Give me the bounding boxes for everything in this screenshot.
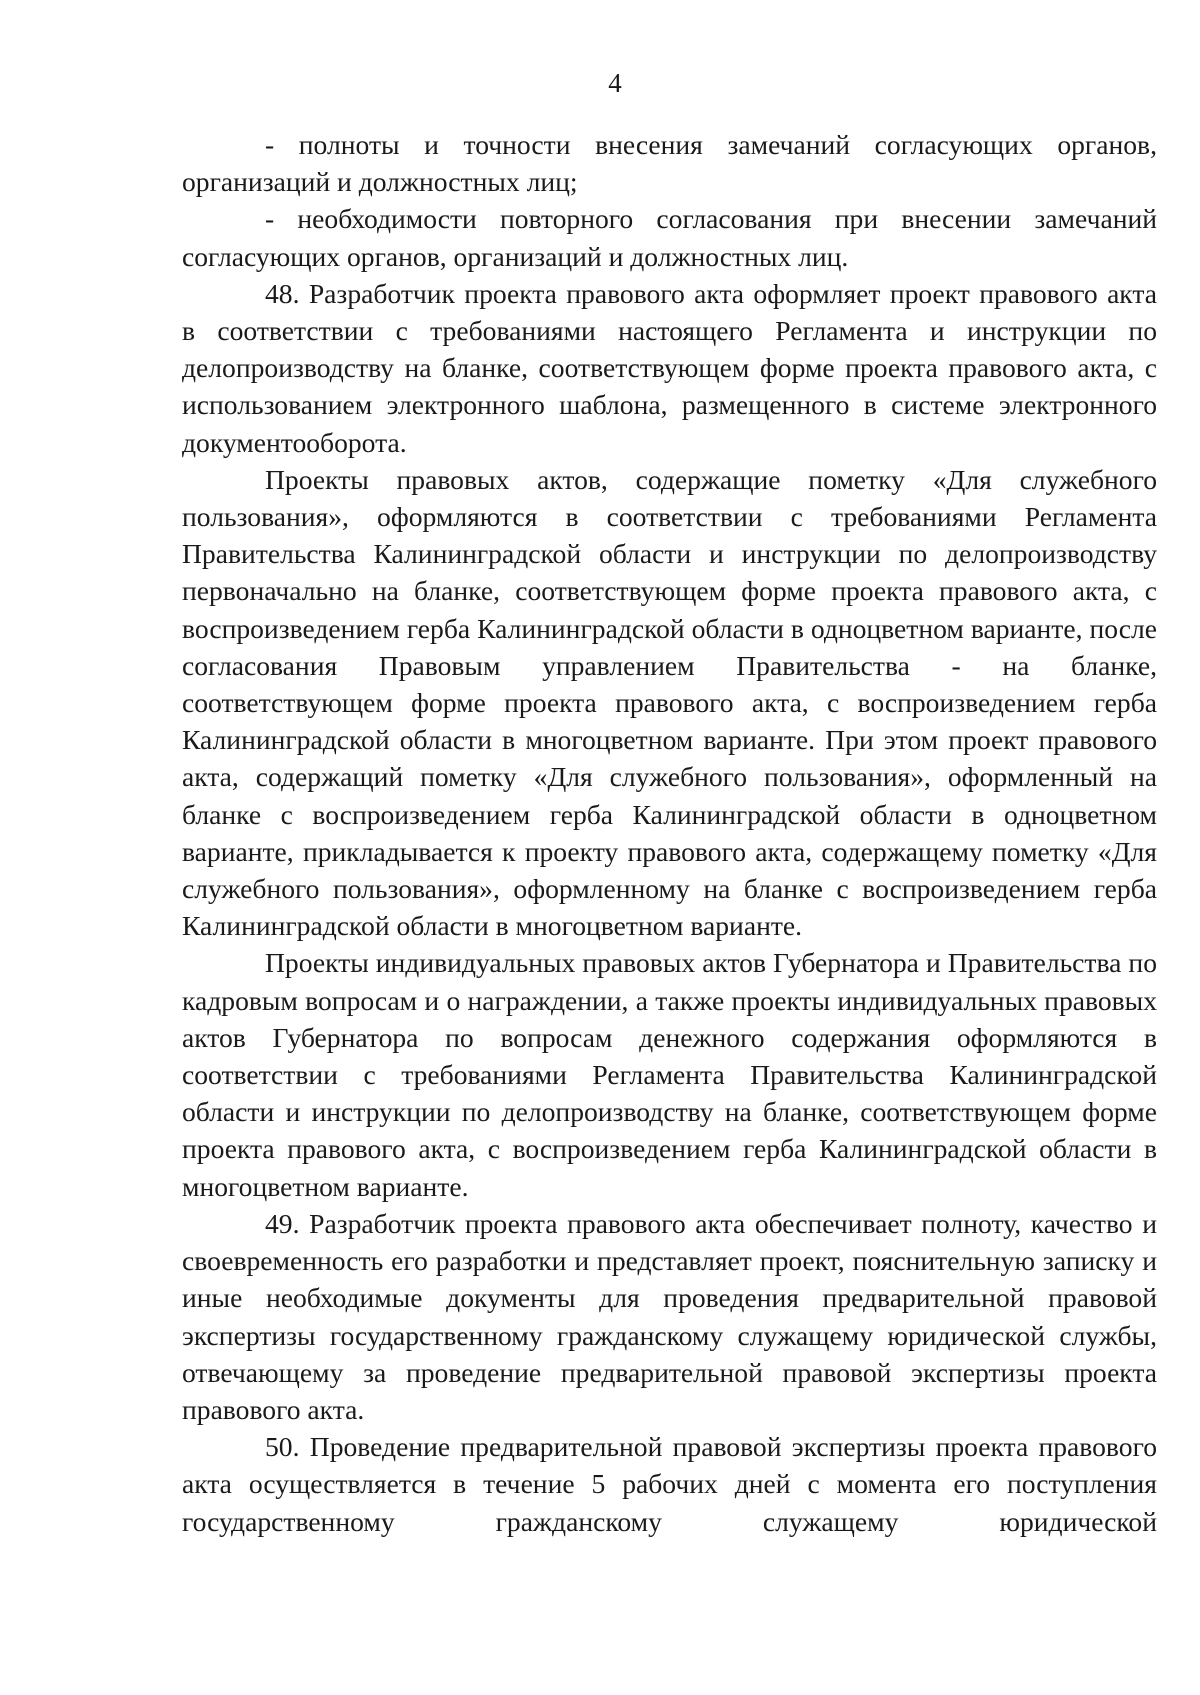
page-number: 4 xyxy=(608,68,622,98)
paragraph-reapproval-item: - необходимости повторного согласования при внесении замечаний согласующих органов, организаций и должностных лиц. xyxy=(182,203,1157,272)
paragraph-49: 49. Разработчик проекта правового акта обеспечивает полноту, качество и своевременность его разработки и представляет проект, пояснительную записку и иные необходимые документы для проведения предварительной правовой экспертизы государственному гражданскому служащему юридической службы, отвечающему за проведение предварительной правовой экспертизы проекта правового акта. xyxy=(182,1207,1157,1425)
document-body xyxy=(182,126,1157,1540)
paragraph-individual-acts: Проекты индивидуальных правовых актов Губернатора и Правительства по кадровым вопросам и о награждении, а также проекты индивидуальных правовых актов Губернатора по вопросам денежного содержания оформляются в соответствии с требованиями Регламента Правительства Калининградской области и инструкции по делопроизводству на бланке, соответствующем форме проекта правового акта, с воспроизведением герба Калининградской области в многоцветном варианте. xyxy=(182,947,1157,1202)
paragraph-completeness-item: - полноты и точности внесения замечаний согласующих органов, организаций и должностных лиц; xyxy=(182,129,1157,198)
paragraph-48: 48. Разработчик проекта правового акта оформляет проект правового акта в соответствии с требованиями настоящего Регламента и инструкции по делопроизводству на бланке, соответствующем форме проекта правового акта, с использованием электронного шаблона, размещенного в системе электронного документооборота. xyxy=(182,277,1157,458)
paragraph-50: 50. Проведение предварительной правовой экспертизы проекта правового акта осуществляется в течение 5 рабочих дней с момента его поступления государственному гражданскому служащему юридической xyxy=(182,1431,1157,1537)
paragraph-dsp-projects: Проекты правовых актов, содержащие пометку «Для служебного пользования», оформляются в соответствии с требованиями Регламента Правительства Калининградской области и инструкции по делопроизводству первоначально на бланке, соответствующем форме проекта правового акта, с воспроизведением герба Калининградской области в одноцветном варианте, после согласования Правовым управлением Правительства - на бланке, соответствующем форме проекта правового акта, с воспроизведением герба Калининградской области в многоцветном варианте. При этом проект правового акта, содержащий пометку «Для служебного пользования», оформленный на бланке с воспроизведением герба Калининградской области в одноцветном варианте, прикладывается к проекту правового акта, содержащему пометку «Для служебного пользования», оформленному на бланке с воспроизведением герба Калининградской области в многоцветном варианте. xyxy=(182,463,1157,942)
